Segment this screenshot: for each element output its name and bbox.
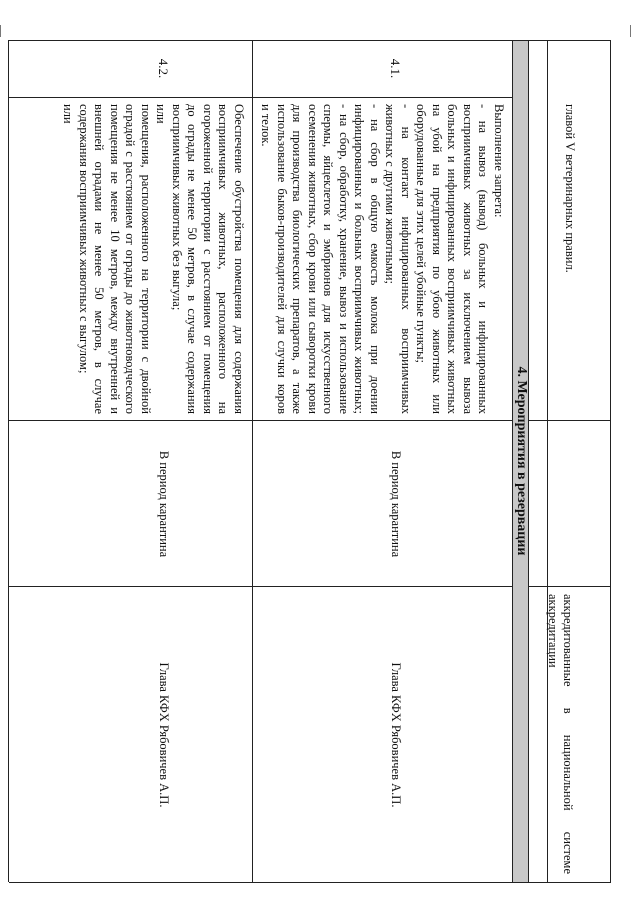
table-border-top: [610, 40, 611, 882]
row-number: 4.1.: [388, 58, 403, 79]
description-line: больных и инфицированных восприимчивых животных: [445, 104, 460, 414]
scan-edge-mark: [630, 25, 631, 37]
description-line: инфицированных и больных восприимчивых животных;: [352, 104, 367, 414]
description-line: или: [61, 104, 76, 124]
row-divider: [252, 40, 253, 882]
description-line: для производства биологических препаратов, а также: [290, 104, 305, 414]
row-description: [60, 104, 246, 414]
column-divider-period: [9, 586, 513, 587]
table-border-bottom: [8, 40, 9, 882]
description-line: восприимчивых животных, расположенного на: [216, 104, 231, 414]
description-line: осеменения животных, сбор крови или сыворотки крови: [306, 104, 320, 414]
row-number: 4.2.: [156, 58, 171, 79]
description-line: огороженной территории с расстоянием от помещения: [201, 104, 215, 414]
column-divider-period: [529, 586, 611, 587]
description-line: - на сбор в общую емкость молока при доении: [368, 104, 382, 414]
description-line: помещения не менее 10 метров, между внутренней и: [108, 104, 122, 414]
description-line: использование быков-производителей для случки коров: [275, 104, 289, 414]
description-line: помещения, расположенного на территории с двойной: [139, 104, 153, 414]
description-line: и телок.: [259, 104, 274, 147]
description-line: или: [154, 104, 169, 124]
row-period: В период карантина: [157, 450, 171, 558]
description-line: - на сбор, обработку, хранение, вывоз и использование: [337, 104, 351, 414]
row-description: [258, 104, 506, 414]
column-divider-text: [9, 420, 513, 421]
description-line: Выполнение запрета:: [492, 104, 506, 218]
description-line: животных с другими животными;: [383, 104, 398, 284]
section-title: 4. Мероприятия в резервации: [514, 366, 529, 556]
row-responsible: Глава КФХ Рябовичев А.П.: [389, 662, 403, 808]
scan-edge-mark: [0, 25, 1, 37]
description-line: на убой на предприятия по убою животных или: [430, 104, 444, 414]
description-line: оградой с расстоянием от ограды до животноводческого: [123, 104, 138, 414]
description-line: Обеспечение обустройства помещения для содержания: [232, 104, 246, 414]
top-row-text: главой V ветеринарных правил.: [563, 104, 577, 273]
column-divider-number: [9, 97, 513, 98]
top-row-accreditation-line: аккредитации: [546, 594, 560, 668]
description-line: оборудованные для этих целей убойные пункты;: [414, 104, 429, 363]
description-line: спермы, яйцеклеток и эмбрионов для искусственного: [321, 104, 336, 414]
description-line: до ограды не менее 50 метров, в случае содержания: [185, 104, 200, 414]
row-period: В период карантина: [389, 450, 403, 558]
description-line: восприимчивых животных без выгула;: [170, 104, 184, 311]
description-line: - на контакт инфицированных восприимчивых: [399, 104, 413, 414]
column-divider-text: [529, 420, 611, 421]
top-row-accreditation-line: аккредитованные в национальной системе: [561, 594, 575, 874]
description-line: содержания восприимчивых животных с выгулом;: [77, 104, 91, 374]
table-border-right-strip: [547, 40, 548, 882]
description-line: - на вывоз (вывод) больных и инфицированных: [476, 104, 491, 414]
row-responsible: Глава КФХ Рябовичев А.П.: [157, 662, 171, 808]
description-line: восприимчивых животных за исключением вывоза: [461, 104, 475, 414]
description-line: внешней оградами не менее 50 метров, в случае: [92, 104, 107, 414]
